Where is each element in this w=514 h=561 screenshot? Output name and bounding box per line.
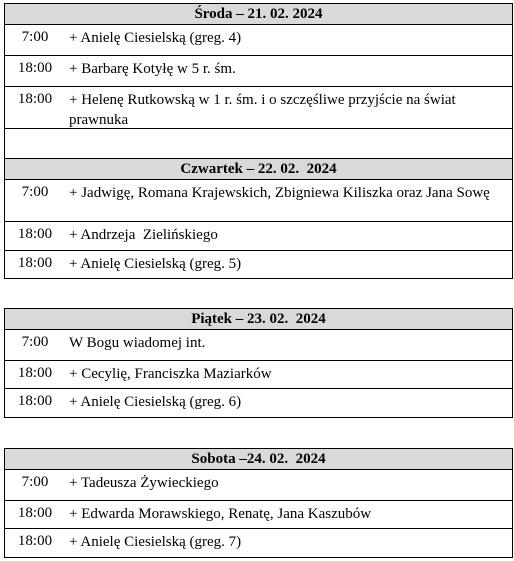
mass-time: 18:00 xyxy=(17,91,53,107)
mass-time: 18:00 xyxy=(17,226,53,242)
mass-intention: + Barbarę Kotyłę w 5 r. śm. xyxy=(69,61,236,77)
mass-intention: + Jadwigę, Romana Krajewskich, Zbigniewa Kiliszka oraz Jana Sowę xyxy=(69,185,490,201)
table-row xyxy=(5,25,512,56)
table-row xyxy=(5,529,512,558)
mass-intention: + Andrzeja Zielińskiego xyxy=(69,227,218,243)
table-row xyxy=(5,330,512,361)
day-header: Sobota –24. 02. 2024 xyxy=(5,449,512,470)
mass-time: 7:00 xyxy=(21,334,49,350)
mass-intention: + Edwarda Morawskiego, Renatę, Jana Kaszubów xyxy=(69,506,372,522)
mass-time: 7:00 xyxy=(21,29,49,45)
table-row xyxy=(5,251,512,279)
table-row xyxy=(5,389,512,418)
mass-intention: W Bogu wiadomej int. xyxy=(69,335,206,351)
empty-row xyxy=(5,129,512,160)
table-row xyxy=(5,180,512,222)
mass-time: 18:00 xyxy=(17,533,53,549)
day-block-friday xyxy=(4,308,513,418)
day-block-thursday xyxy=(4,158,513,279)
day-header: Czwartek – 22. 02. 2024 xyxy=(5,159,512,180)
day-header: Piątek – 23. 02. 2024 xyxy=(5,309,512,330)
mass-time: 18:00 xyxy=(17,365,53,381)
mass-time: 18:00 xyxy=(17,505,53,521)
mass-time: 18:00 xyxy=(17,60,53,76)
mass-intention: + Anielę Ciesielską (greg. 7) xyxy=(69,534,242,550)
mass-intention: + Tadeusza Żywieckiego xyxy=(69,475,219,491)
mass-time: 18:00 xyxy=(17,393,53,409)
table-row xyxy=(5,56,512,87)
table-row xyxy=(5,361,512,389)
day-block-saturday xyxy=(4,448,513,558)
mass-intention: + Anielę Ciesielską (greg. 4) xyxy=(69,30,242,46)
mass-time: 7:00 xyxy=(21,184,49,200)
table-row xyxy=(5,87,512,129)
mass-intention: + Anielę Ciesielską (greg. 5) xyxy=(69,256,242,272)
mass-time: 18:00 xyxy=(17,255,53,271)
mass-intention: + Anielę Ciesielską (greg. 6) xyxy=(69,394,242,410)
table-row xyxy=(5,222,512,251)
mass-intention: + Cecylię, Franciszka Maziarków xyxy=(69,366,272,382)
day-header: Środa – 21. 02. 2024 xyxy=(5,4,512,25)
day-block-wednesday xyxy=(4,3,513,160)
mass-time: 7:00 xyxy=(21,474,49,490)
mass-intention: + Helenę Rutkowską w 1 r. śm. i o szczęśliwe przyjście na świat prawnuka xyxy=(69,92,460,128)
table-row xyxy=(5,501,512,529)
table-row xyxy=(5,470,512,501)
